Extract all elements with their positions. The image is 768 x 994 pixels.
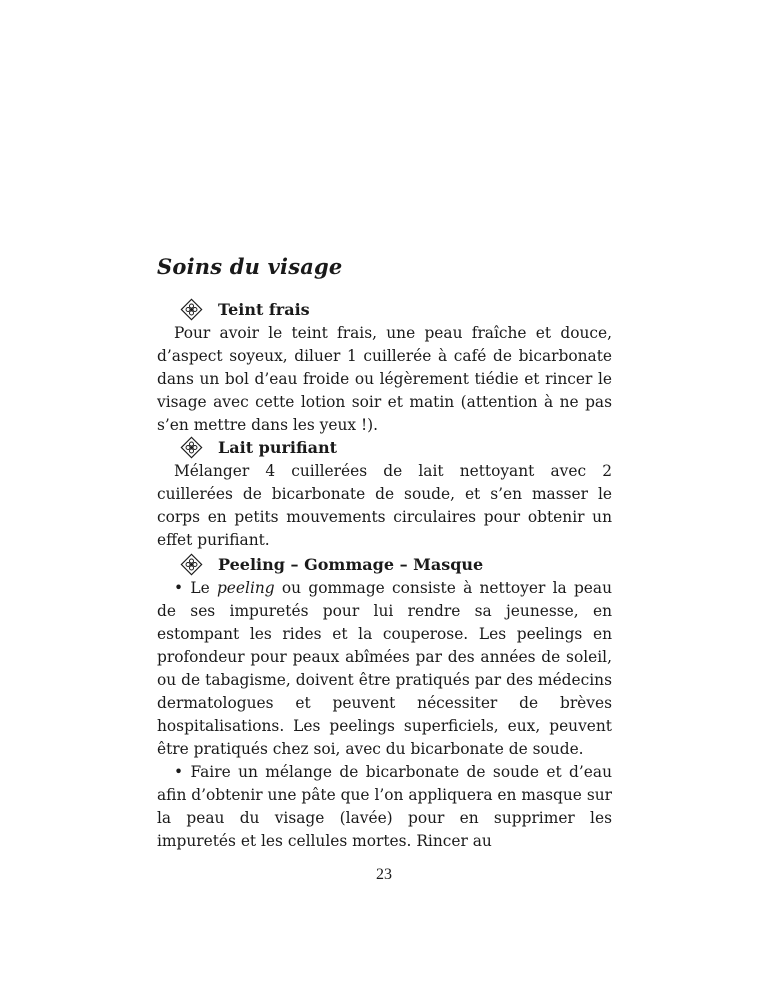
- paragraph-peeling: [157, 577, 612, 761]
- bullet: •: [174, 763, 184, 781]
- paragraph-text: Faire un mélange de bicarbonate de soude et d’eau afin d’obtenir une pâte que l’on appliquera en masque sur la peau du visage (lavée) pour en supprimer les impuretés et les cellules mortes. Rincer au: [157, 763, 612, 850]
- section-heading-row: [157, 296, 612, 322]
- italic-term: peeling: [216, 579, 275, 597]
- ornament-icon: [180, 436, 203, 459]
- page-number: 23: [376, 866, 392, 883]
- section-heading: Teint frais: [218, 299, 310, 319]
- section-teint-frais: [157, 296, 612, 437]
- section-heading-row: [157, 434, 612, 460]
- section-heading-row: [157, 551, 612, 577]
- bullet: •: [174, 579, 184, 597]
- ornament-icon: [180, 553, 203, 576]
- section-heading: Lait purifiant: [218, 437, 338, 457]
- paragraph-lead: Le: [190, 579, 210, 597]
- chapter-title: Soins du visage: [157, 254, 343, 279]
- section-peeling-gommage-masque: [157, 551, 612, 853]
- paragraph-masque: [157, 761, 612, 853]
- section-heading: Peeling – Gommage – Masque: [218, 554, 484, 574]
- paragraph: Pour avoir le teint frais, une peau fraîche et douce, d’aspect soyeux, diluer 1 cuillerée à café de bicarbonate dans un bol d’eau froide ou légèrement tiédie et rincer le visage avec cette lotion soir et matin (attention à ne pas s’en mettre dans les yeux !).: [157, 324, 612, 434]
- paragraph-rest: ou gommage consiste à nettoyer la peau de ses impuretés pour lui rendre sa jeunesse, en estompant les rides et la couperose. Les peelings en profondeur pour peaux abîmées par des années de soleil, ou de tabagisme, doivent être pratiqués par des médecins dermatologues et peuvent nécessiter de brèves hospitalisations. Les peelings superficiels, eux, peuvent être pratiqués chez soi, avec du bicarbonate de soude.: [157, 579, 612, 758]
- paragraph: Mélanger 4 cuillerées de lait nettoyant avec 2 cuillerées de bicarbonate de soude, et s’en masser le corps en petits mouvements circulaires pour obtenir un effet purifiant.: [157, 462, 612, 549]
- ornament-icon: [180, 298, 203, 321]
- section-lait-purifiant: [157, 434, 612, 552]
